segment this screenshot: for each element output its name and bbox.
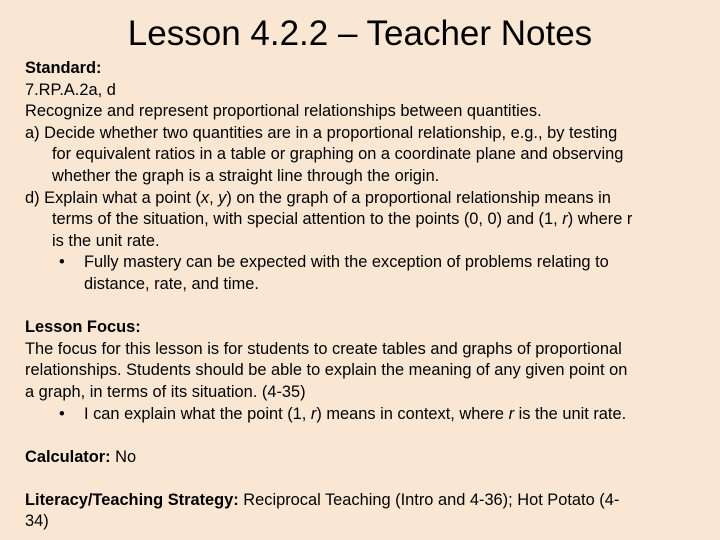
focus-bullet-post: is the unit rate.: [514, 404, 627, 423]
standard-item-a-line1: [25, 123, 700, 145]
calculator-heading: Calculator:: [25, 447, 111, 466]
focus-bullet-text: [84, 404, 626, 426]
focus-line1: The focus for this lesson is for students to create tables and graphs of proportional: [25, 339, 622, 358]
standard-item-a-line2: for equivalent ratios in a table or graphing on a coordinate plane and observing: [52, 145, 624, 164]
item-d-y: y: [218, 188, 227, 207]
literacy-heading: Literacy/Teaching Strategy:: [25, 490, 239, 509]
item-d-x: x: [200, 188, 210, 207]
focus-bullet-r: r: [310, 404, 317, 423]
standard-description: Recognize and represent proportional relationships between quantities.: [25, 102, 542, 121]
standard-bullet-line1: Fully mastery can be expected with the exception of problems relating to: [84, 253, 609, 272]
focus-bullet: [25, 404, 700, 426]
literacy-text: Reciprocal Teaching (Intro and 4-36); Hot Potato (4-: [238, 490, 620, 509]
item-a-marker: a): [25, 123, 40, 142]
item-d-text-post: ) on the graph of a proportional relationship means in: [226, 188, 611, 207]
focus-bullet-pre: I can explain what the point (1,: [84, 404, 311, 423]
item-d-r: r: [562, 210, 568, 229]
item-d-marker: d): [25, 188, 40, 207]
section-spacer: [25, 425, 700, 447]
focus-heading: Lesson Focus:: [25, 318, 141, 337]
item-d-line2-pre: terms of the situation, with special attention to the points (0, 0) and (1,: [52, 210, 563, 229]
notes-body: [25, 58, 700, 533]
standard-item-d-line1: [25, 188, 700, 210]
standard-heading: Standard:: [25, 59, 102, 77]
item-d-line2-post: ) where r: [567, 210, 633, 229]
calculator-value: No: [110, 447, 137, 466]
standard-item-d-line3: is the unit rate.: [52, 231, 160, 250]
standard-bullet: [25, 252, 700, 295]
standard-bullet-text: [84, 252, 609, 295]
focus-line3: a graph, in terms of its situation. (4-35): [25, 382, 306, 401]
literacy-line2: 34): [25, 512, 49, 531]
standard-item-a-line3: whether the graph is a straight line through the origin.: [52, 166, 440, 185]
slide-title: Lesson 4.2.2 – Teacher Notes: [127, 14, 593, 53]
standard-item-d-line2: [25, 209, 700, 231]
focus-bullet-r2: r: [508, 404, 515, 423]
section-spacer: [25, 296, 700, 318]
item-d-comma: ,: [209, 188, 219, 207]
calculator-line: [25, 447, 700, 469]
standard-code: 7.RP.A.2a, d: [25, 80, 116, 99]
bullet-icon: •: [59, 253, 65, 272]
standard-bullet-line2: distance, rate, and time.: [84, 274, 259, 293]
focus-bullet-mid: ) means in context, where: [316, 404, 509, 423]
section-spacer: [25, 468, 700, 490]
literacy-line1: [25, 490, 700, 512]
item-d-text-pre: Explain what a point (: [44, 188, 201, 207]
bullet-icon: •: [59, 404, 65, 423]
focus-line2: relationships. Students should be able to explain the meaning of any given point on: [25, 361, 628, 380]
item-a-text-1: Decide whether two quantities are in a proportional relationship, e.g., by testing: [44, 123, 618, 142]
